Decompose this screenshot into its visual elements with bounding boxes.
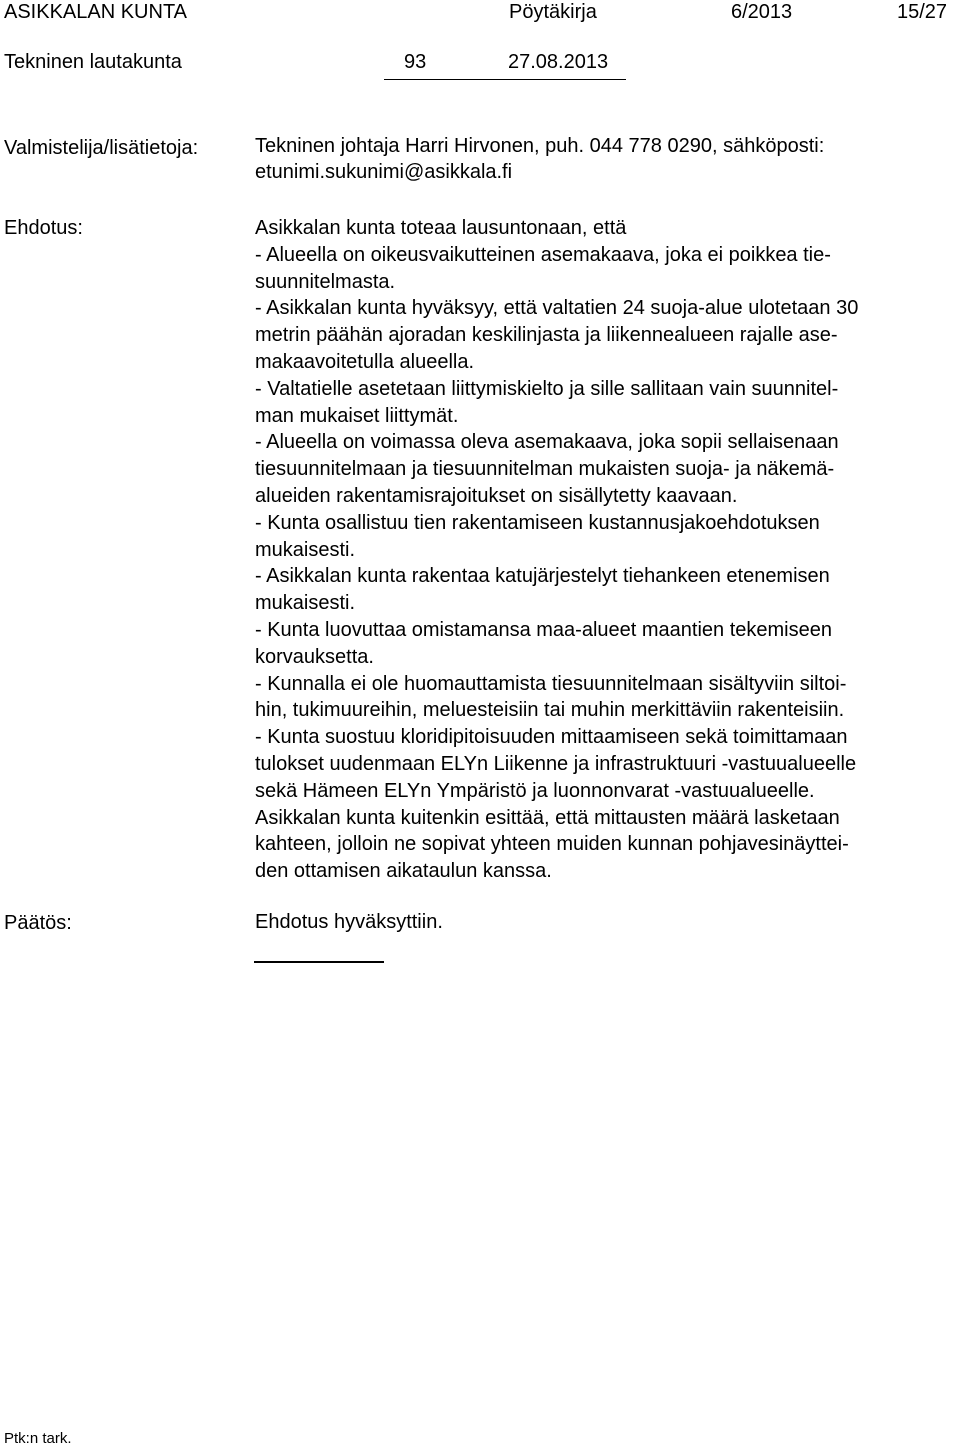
proposal-line: sekä Hämeen ELYn Ympäristö ja luonnonvarat -vastuualueelle. [255,779,815,802]
signature-line [254,961,384,963]
proposal-line: tiesuunnitelmaan ja tiesuunnitelman mukaisten suoja- ja näkemä- [255,458,835,481]
committee-name: Tekninen lautakunta [4,51,182,73]
decision-label: Päätös: [4,912,72,934]
proposal-line: korvauksetta. [255,645,374,668]
preparer-line: Tekninen johtaja Harri Hirvonen, puh. 044 778 0290, sähköposti: [255,135,825,157]
minutes-checker-label: Ptk:n tark. [4,1430,72,1447]
page-number: 15/27 [897,1,948,23]
proposal-line: kahteen, jolloin ne sopivat yhteen muiden kunnan pohjavesinäyttei- [255,833,849,856]
proposal-line: - Alueella on oikeusvaikutteinen asemakaava, joka ei poikkea tie- [255,243,831,266]
proposal-label: Ehdotus: [4,217,83,239]
proposal-line: - Kunnalla ei ole huomauttamista tiesuunnitelmaan sisältyviin siltoi- [255,672,847,695]
section-underline [384,79,626,80]
proposal-line: - Asikkalan kunta hyväksyy, että valtatien 24 suoja-alue ulotetaan 30 [255,297,859,320]
proposal-line: metrin päähän ajoradan keskilinjasta ja liikennealueen rajalle ase- [255,324,838,347]
proposal-line: den ottamisen aikataulun kanssa. [255,860,552,883]
proposal-line: - Asikkalan kunta rakentaa katujärjestelyt tiehankeen etenemisen [255,565,830,588]
proposal-line: alueiden rakentamisrajoitukset on sisällytetty kaavaan. [255,484,738,507]
proposal-line: - Alueella on voimassa oleva asemakaava, joka sopii sellaisenaan [255,431,839,454]
proposal-line: hin, tukimuureihin, meluesteisiin tai muhin merkittäviin rakenteisiin. [255,699,845,722]
decision-text: Ehdotus hyväksyttiin. [255,911,443,933]
proposal-line: Asikkalan kunta kuitenkin esittää, että mittausten määrä lasketaan [255,806,840,829]
proposal-line: - Kunta osallistuu tien rakentamiseen kustannusjakoehdotuksen [255,511,820,534]
proposal-line: Asikkalan kunta toteaa lausuntonaan, että [255,217,627,239]
section-number: 93 [404,51,427,73]
preparer-label: Valmistelija/lisätietoja: [4,137,199,159]
proposal-line: - Kunta suostuu kloridipitoisuuden mittaamiseen sekä toimittamaan [255,726,848,749]
proposal-line: man mukaiset liittymät. [255,404,459,427]
proposal-text [255,215,960,885]
organization-name: ASIKKALAN KUNTA [4,1,188,23]
proposal-line: tulokset uudenmaan ELYn Liikenne ja infrastruktuuri -vastuualueelle [255,752,857,775]
preparer-info [255,133,960,185]
proposal-line: mukaisesti. [255,538,356,561]
proposal-line: suunnitelmasta. [255,270,396,293]
proposal-line: - Kunta luovuttaa omistamansa maa-alueet maantien tekemiseen [255,618,832,641]
document-number: 6/2013 [731,1,793,23]
document-type: Pöytäkirja [509,1,597,23]
proposal-line: mukaisesti. [255,592,356,615]
proposal-line: - Valtatielle asetetaan liittymiskielto ja sille sallitaan vain suunnitel- [255,377,839,400]
meeting-date: 27.08.2013 [508,51,609,73]
preparer-email: etunimi.sukunimi@asikkala.fi [255,161,513,183]
proposal-line: makaavoitetulla alueella. [255,350,475,373]
